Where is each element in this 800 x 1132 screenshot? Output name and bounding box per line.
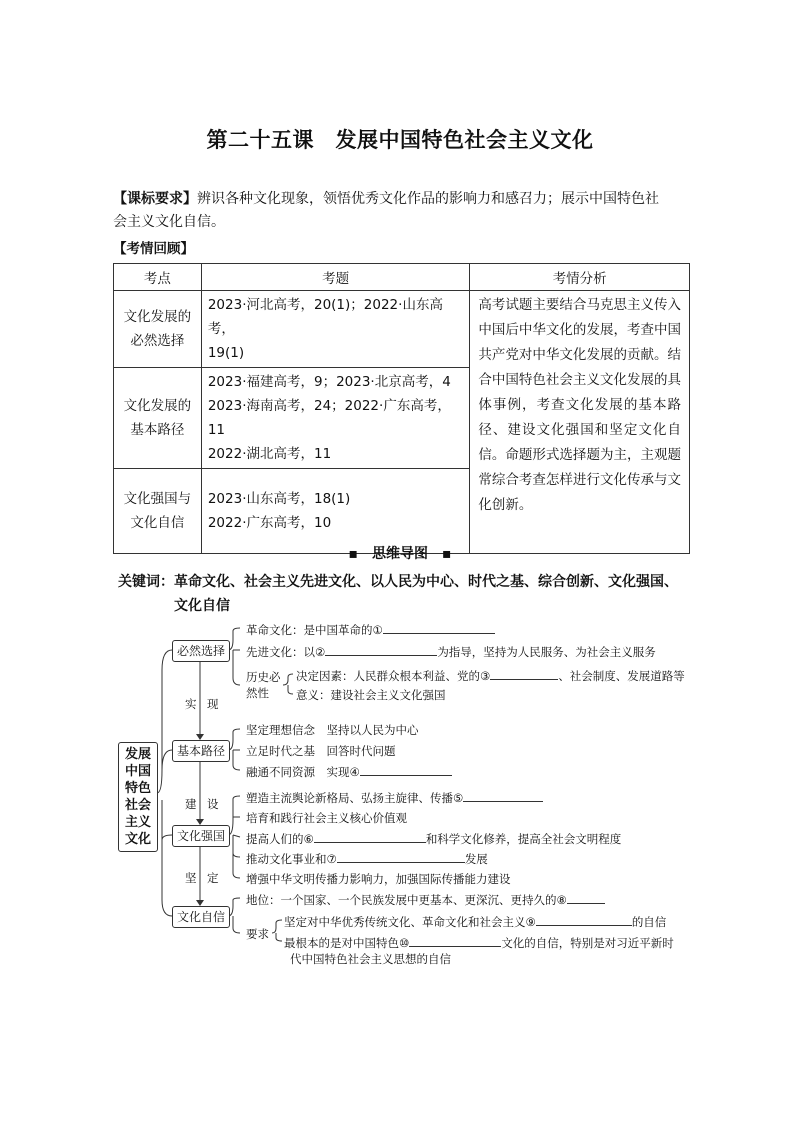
review-label: 【考情回顾】 xyxy=(113,241,194,257)
answer-blank xyxy=(463,789,543,802)
point-line: 文化发展的 xyxy=(123,398,192,414)
branch-cultural-confidence: 文化自信 xyxy=(172,906,230,928)
answer-blank xyxy=(314,830,426,843)
item-text: 为指导，坚持为人民服务、为社会主义服务 xyxy=(437,645,656,659)
item-text: 的自信 xyxy=(631,915,667,929)
mindmap-item xyxy=(284,934,674,951)
root-line: 中国 xyxy=(124,764,151,779)
item-text: 历史必 xyxy=(246,670,281,684)
mindmap-item xyxy=(246,621,495,638)
connector-text: 设 xyxy=(207,797,219,811)
keywords-label: 关键词： xyxy=(118,574,174,590)
item-text: 决定因素：人民群众根本利益、党的③ xyxy=(296,669,491,683)
mindmap-item xyxy=(296,667,685,684)
root-line: 主义 xyxy=(124,815,151,830)
item-text: 提高人们的⑥ xyxy=(246,832,314,846)
connector-text: 建 xyxy=(185,797,197,811)
item-text: 发展 xyxy=(464,852,488,866)
item-text: 革命文化：是中国革命的① xyxy=(246,623,383,637)
mindmap-item: 坚定理想信念 坚持以人民为中心 xyxy=(246,723,419,737)
mindmap-item xyxy=(246,850,488,867)
table-header: 考情分析 xyxy=(470,264,690,291)
mindmap-item xyxy=(246,643,656,660)
root-line: 社会 xyxy=(124,798,151,813)
item-text: 和科学文化修养，提高全社会文明程度 xyxy=(425,832,622,846)
mindmap-item: 代中国特色社会主义思想的自信 xyxy=(290,952,451,966)
item-text: 先进文化：以② xyxy=(246,645,326,659)
connector-text: 实 xyxy=(185,697,197,711)
item-text: 推动文化事业和⑦ xyxy=(246,852,337,866)
connector-text: 现 xyxy=(207,697,219,711)
mindmap-item xyxy=(284,913,666,930)
point-line: 基本路径 xyxy=(130,422,185,438)
table-cell-analysis: 高考试题主要结合马克思主义传入中国后中华文化的发展，考查中国共产党对中华文化发展的贡献。结合中国特色社会主义文化发展的具体事例，考查文化发展的基本路径、建设文化强国和坚定文化自信。命题形式选择题为主，主观题常综合考查怎样进行文化传承与文化创新。 xyxy=(470,291,690,554)
branch-cultural-power: 文化强国 xyxy=(172,825,230,847)
question-line: 2023·河北高考，20(1)；2022·山东高考， xyxy=(207,297,443,337)
point-line: 文化自信 xyxy=(130,515,185,531)
mindmap-item xyxy=(246,789,543,806)
item-text: 融通不同资源 实现④ xyxy=(246,765,360,779)
mindmap-item-history xyxy=(246,669,281,701)
answer-blank xyxy=(490,667,558,680)
root-line: 发展 xyxy=(124,747,151,762)
mindmap-item xyxy=(246,763,452,780)
keywords-line2: 文化自信 xyxy=(174,598,230,614)
page-title: 第二十五课 发展中国特色社会主义文化 xyxy=(206,128,594,152)
root-line: 文化 xyxy=(124,832,151,847)
mindmap-item: 意义：建设社会主义文化强国 xyxy=(296,688,446,702)
question-line: 2023·福建高考，9；2023·北京高考，4 xyxy=(207,374,451,390)
table-header: 考点 xyxy=(114,264,202,291)
answer-blank xyxy=(325,643,437,656)
mindmap-item: 增强中华文明传播力影响力，加强国际传播能力建设 xyxy=(246,872,511,886)
curriculum-text-line1: 辨识各种文化现象，领悟优秀文化作品的影响力和感召力；展示中国特色社 xyxy=(197,191,659,207)
curriculum-label: 【课标要求】 xyxy=(113,191,197,207)
mindmap-item xyxy=(246,891,605,908)
point-line: 文化强国与 xyxy=(123,491,192,507)
keywords-line1: 革命文化、社会主义先进文化、以人民为中心、时代之基、综合创新、文化强国、 xyxy=(174,574,678,590)
item-text: 地位：一个国家、一个民族发展中更基本、更深沉、更持久的⑧ xyxy=(246,893,567,907)
answer-blank xyxy=(337,850,465,863)
item-text: 、社会制度、发展道路等 xyxy=(558,669,685,683)
mindmap-item xyxy=(246,830,621,847)
answer-blank xyxy=(536,913,632,926)
mindmap-section-title: ▪ 思维导图 ▪ xyxy=(348,546,452,562)
question-line: 2022·湖北高考，11 xyxy=(207,446,332,462)
item-text: 坚定对中华优秀传统文化、革命文化和社会主义⑨ xyxy=(284,915,536,929)
mindmap-item: 培育和践行社会主义核心价值观 xyxy=(246,811,407,825)
answer-blank xyxy=(360,763,452,776)
question-line: 2022·广东高考，10 xyxy=(207,515,332,531)
connector-text: 坚 xyxy=(185,871,197,885)
question-line: 2023·海南高考，24；2022·广东高考，11 xyxy=(207,398,451,438)
question-line: 2023·山东高考，18(1) xyxy=(207,491,351,507)
item-text: 然性 xyxy=(246,686,269,700)
answer-blank xyxy=(409,934,501,947)
item-text: 最根本的是对中国特色⑩ xyxy=(284,936,410,950)
answer-blank xyxy=(383,621,495,634)
item-text: 文化的自信，特别是对习近平新时 xyxy=(501,936,674,950)
question-line: 19(1) xyxy=(207,345,245,361)
branch-inevitable-choice: 必然选择 xyxy=(172,640,230,662)
answer-blank xyxy=(567,891,605,904)
point-line: 文化发展的 xyxy=(123,309,192,325)
branch-basic-path: 基本路径 xyxy=(172,740,230,762)
mindmap-item-requirement: 要求 xyxy=(246,927,269,941)
mindmap-item: 立足时代之基 回答时代问题 xyxy=(246,744,396,758)
mindmap-root-node xyxy=(118,742,158,852)
table-header: 考题 xyxy=(201,264,470,291)
connector-text: 定 xyxy=(207,871,219,885)
item-text: 塑造主流舆论新格局、弘扬主旋律、传播⑤ xyxy=(246,791,464,805)
root-line: 特色 xyxy=(124,781,151,796)
curriculum-text-line2: 会主义文化自信。 xyxy=(113,214,225,230)
point-line: 必然选择 xyxy=(130,333,185,349)
